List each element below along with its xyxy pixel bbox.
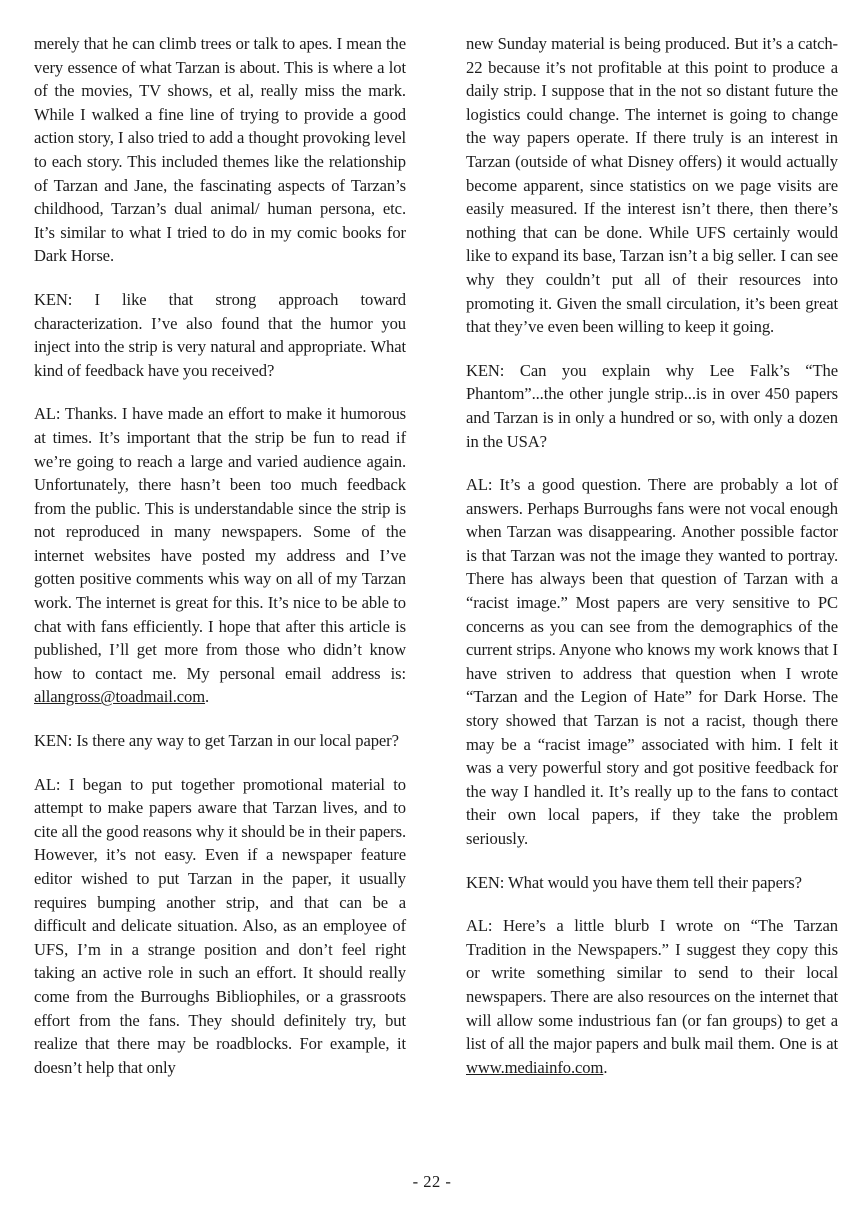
paragraph-al-answer-feedback [34,402,406,709]
answer-end: . [205,687,210,707]
paragraph-al-answer-phantom: AL: It’s a good question. There are probably a lot of answers. Perhaps Burroughs fans were not vocal enough when Tarzan was disappearing. Another possible factor is that Tarzan was not the image they wanted to portray. There has always been that question of Tarzan with a “racist image.” Most papers are very sensitive to PC concerns as you can see from the demographics of the current strips. Anyone who knows my work knows that I have striven to address that question when I wrote “Tarzan and the Legion of Hate” for Dark Horse. The story showed that Tarzan is not a racist, though there may be a “racist image” associated with him. I felt it was a very powerful story and got positive feedback for the way I handled it. It’s really up to the fans to contact their own local papers, if they take the problem seriously. [466,475,838,848]
paragraph-intro: merely that he can climb trees or talk to apes. I mean the very essence of what Tarzan is about. This is where a lot of the movies, TV shows, et al, really miss the mark. While I walked a fine line of trying to provide a good action story, I also tried to add a thought provoking level to each story. This included themes like the relationship of Tarzan and Jane, the fascinating aspects of Tarzan’s childhood, Tarzan’s dual animal/ human persona, etc. It’s similar to what I tried to do in my comic books for Dark Horse. [34,34,406,266]
paragraph-continuation: new Sunday material is being produced. But it’s a catch-22 because it’s not profitable at this point to produce a daily strip. I suppose that in the not so distant future the logistics could change. The internet is going to change the way papers operate. If there truly is an interest in Tarzan (outside of what Disney offers) it would actually become apparent, since statistics on we page visits are easily measured. If the interest isn’t there, then there’s nothing that can be done. While UFS certainly would like to expand its base, Tarzan isn’t a big seller. I can see why they couldn’t put all of their resources into promoting it. Given the small circulation, it’s been great that they’ve even been willing to keep it going. [466,34,838,337]
paragraph-ken-question-tell-papers: KEN: What would you have them tell their papers? [466,872,802,892]
email-link[interactable]: allangross@toadmail.com [34,687,206,707]
blurb-text: AL: Here’s a little blurb I wrote on “The Tarzan Tradition in the Newspapers.” I suggest they copy this or write something similar to send to their local newspapers. There are also resources on the internet that will allow some industrious fan (or fan groups) to get a list of all the major papers and bulk mail them. One is at [466,916,838,1054]
paragraph-al-answer-promotion: AL: I began to put together promotional material to attempt to make papers aware that Tarzan lives, and to cite all the good reasons why it should be in their papers. However, it’s not easy. Even if a newspaper feature editor wished to put Tarzan in the paper, it usually requires bumping another strip, and that can be a difficult and delicate situation. Also, as an employee of UFS, I’m in a strange position and don’t feel right taking an active role in such an effort. It should really come from the Burroughs Bibliophiles, or a grassroots effort from the fans. They should definitely try, but realize that there may be roadblocks. For example, it doesn’t help that only [34,774,406,1077]
paragraph-al-answer-blurb [466,914,838,1079]
right-column [466,32,838,1099]
website-link[interactable]: www.mediainfo.com [466,1057,604,1077]
paragraph-ken-question-feedback: KEN: I like that strong approach toward characterization. I’ve also found that the humor you inject into the strip is very natural and appropriate. What kind of feedback have you received? [34,289,406,380]
page-number: - 22 - [412,1172,452,1191]
left-column [34,32,406,1099]
paragraph-ken-question-phantom: KEN: Can you explain why Lee Falk’s “The Phantom”...the other jungle strip...is in over 450 papers and Tarzan is in only a hundred or so, with only a dozen in the USA? [466,360,838,451]
paragraph-ken-question-local-paper: KEN: Is there any way to get Tarzan in our local paper? [34,731,399,751]
answer-text: AL: Thanks. I have made an effort to make it humorous at times. It’s important that the strip be fun to read if we’re going to reach a large and varied audience again. Unfortunately, there hasn’t been too much feedback from the public. This is understandable since the strip is not reproduced in many newspapers. Some of the internet websites have posted my address and I’ve gotten positive comments whis way on all of my Tarzan work. The internet is great for this. It’s nice to be able to chat with fans efficiently. I hope that after this article is published, I’ll get more from those who didn’t know how to contact me. My personal email address is: [34,404,406,683]
blurb-end: . [603,1057,608,1077]
